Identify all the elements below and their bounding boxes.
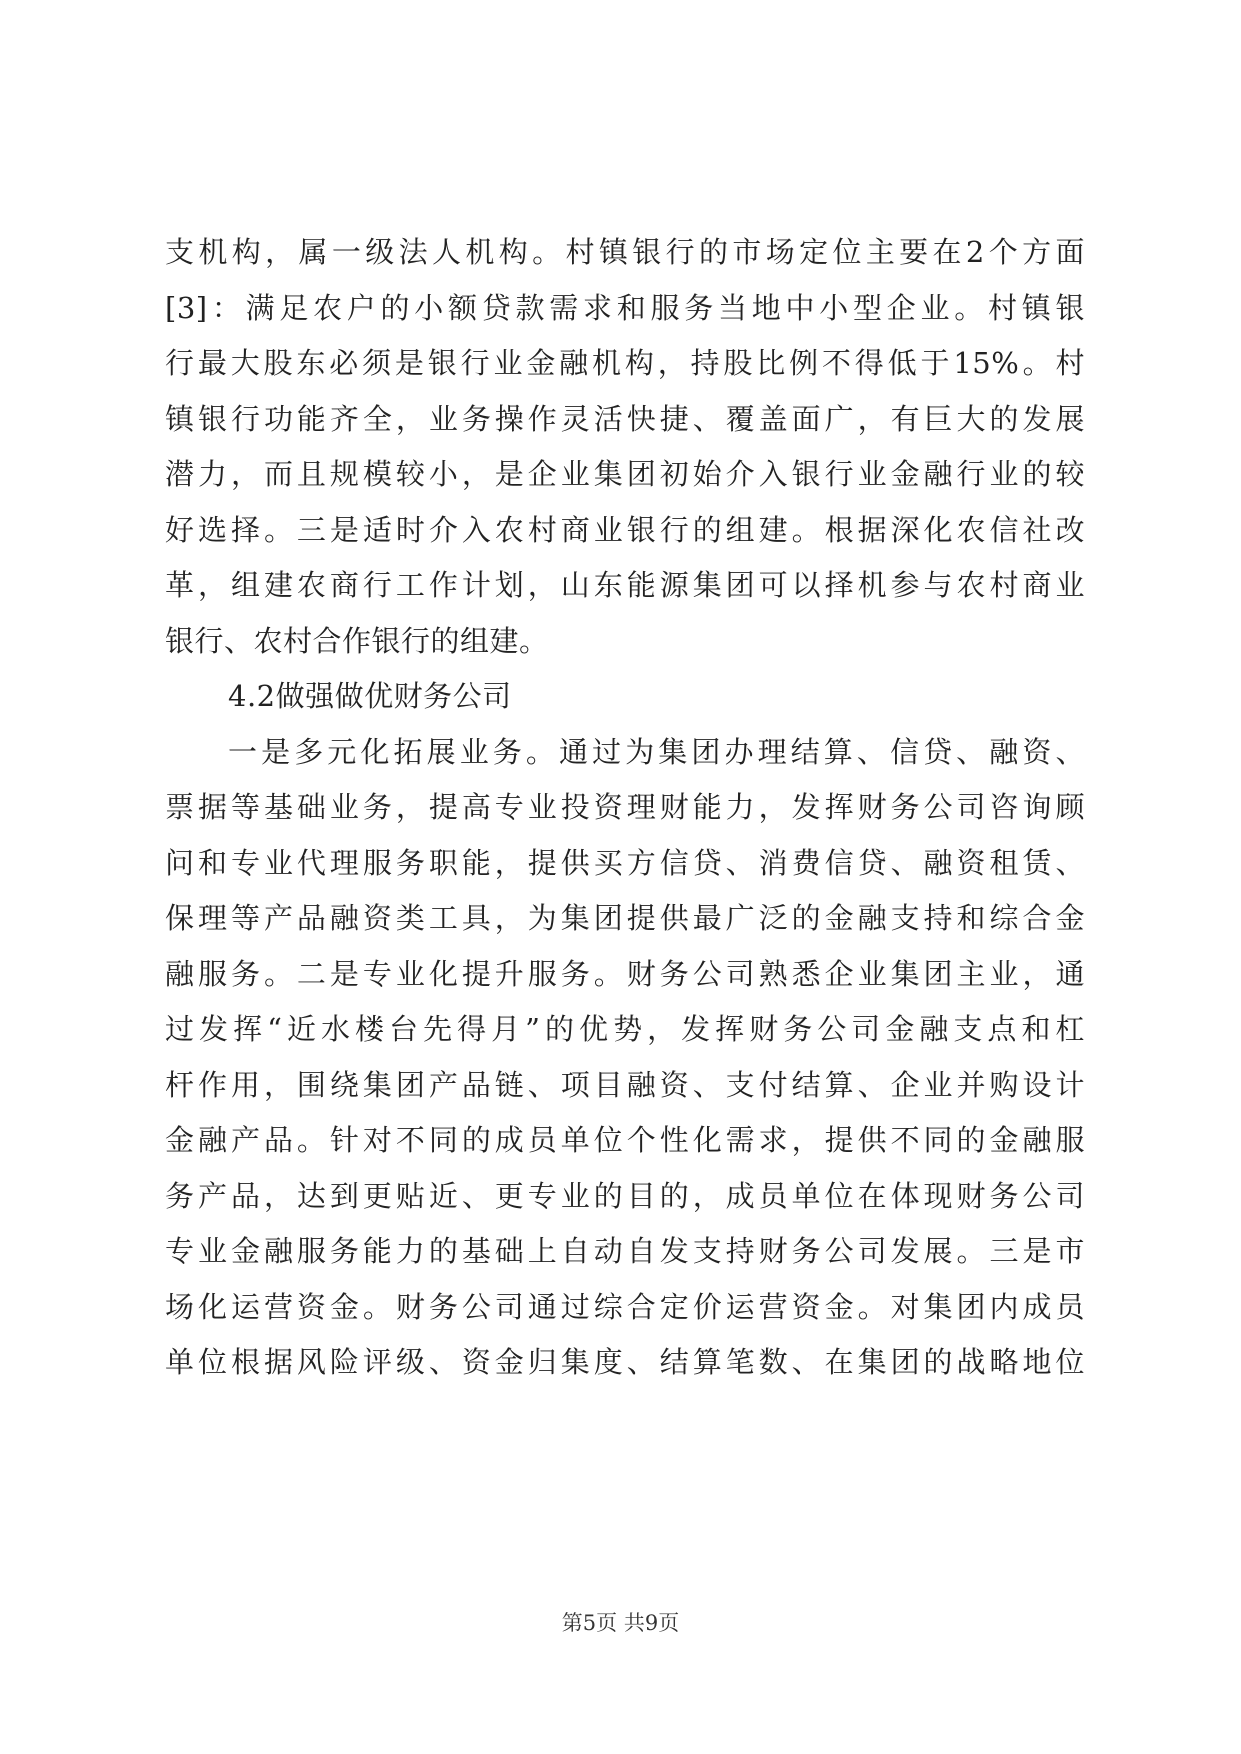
text-line: 银行、农村合作银行的组建。 bbox=[165, 623, 549, 658]
text-line: 支机构，属一级法人机构。村镇银行的市场定位主要在2个方面 bbox=[165, 235, 1085, 269]
text-line: 行最大股东必须是银行业金融机构，持股比例不得低于15%。村 bbox=[165, 346, 1085, 380]
text-line: 场化运营资金。财务公司通过综合定价运营资金。对集团内成员 bbox=[165, 1289, 1085, 1324]
text-line: 融服务。二是专业化提升服务。财务公司熟悉企业集团主业，通 bbox=[165, 956, 1085, 991]
body-text bbox=[165, 225, 1085, 1391]
text-line: 金融产品。针对不同的成员单位个性化需求，提供不同的金融服 bbox=[165, 1123, 1085, 1157]
section-heading: 4.2做强做优财务公司 bbox=[228, 679, 512, 713]
text-line: 票据等基础业务，提高专业投资理财能力，发挥财务公司咨询顾 bbox=[165, 790, 1085, 824]
text-line: 过发挥“近水楼台先得月”的优势，发挥财务公司金融支点和杠 bbox=[165, 1012, 1085, 1046]
text-line: 一是多元化拓展业务。通过为集团办理结算、信贷、融资、 bbox=[228, 734, 1085, 769]
text-line: 潜力，而且规模较小，是企业集团初始介入银行业金融行业的较 bbox=[165, 457, 1085, 491]
text-line: 杆作用，围绕集团产品链、项目融资、支付结算、企业并购设计 bbox=[165, 1067, 1085, 1102]
text-line: 问和专业代理服务职能，提供买方信贷、消费信贷、融资租赁、 bbox=[165, 845, 1085, 880]
text-line: 好选择。三是适时介入农村商业银行的组建。根据深化农信社改 bbox=[165, 512, 1085, 547]
text-line: 务产品，达到更贴近、更专业的目的，成员单位在体现财务公司 bbox=[165, 1178, 1085, 1213]
text-line: 保理等产品融资类工具，为集团提供最广泛的金融支持和综合金 bbox=[165, 901, 1085, 935]
text-line: 专业金融服务能力的基础上自动自发支持财务公司发展。三是市 bbox=[165, 1234, 1085, 1268]
text-line: [3]：满足农户的小额贷款需求和服务当地中小型企业。村镇银 bbox=[165, 290, 1085, 325]
page-number: 第5页 共9页 bbox=[561, 1611, 680, 1635]
text-line: 镇银行功能齐全，业务操作灵活快捷、覆盖面广，有巨大的发展 bbox=[165, 401, 1085, 436]
text-line: 单位根据风险评级、资金归集度、结算笔数、在集团的战略地位 bbox=[165, 1345, 1085, 1379]
text-line: 革，组建农商行工作计划，山东能源集团可以择机参与农村商业 bbox=[165, 568, 1085, 602]
